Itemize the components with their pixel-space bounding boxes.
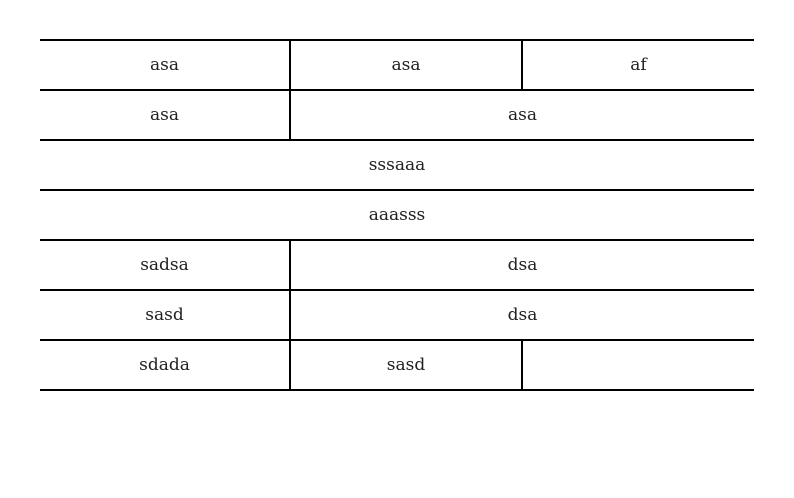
table-cell: asa <box>290 40 522 90</box>
table-cell: aaasss <box>40 190 754 240</box>
table-row <box>40 290 754 340</box>
document-table <box>40 39 754 391</box>
table-cell: asa <box>40 90 290 140</box>
table-cell <box>522 340 754 390</box>
table-cell: sadsa <box>40 240 290 290</box>
table-row <box>40 240 754 290</box>
table-row <box>40 140 754 190</box>
table-cell: asa <box>290 90 754 140</box>
table-cell: af <box>522 40 754 90</box>
table-row <box>40 190 754 240</box>
table-cell: dsa <box>290 290 754 340</box>
table-cell: sasd <box>40 290 290 340</box>
table-cell: asa <box>40 40 290 90</box>
table-row <box>40 90 754 140</box>
table-cell: sdada <box>40 340 290 390</box>
table-cell: dsa <box>290 240 754 290</box>
table-row <box>40 40 754 90</box>
table-cell: sasd <box>290 340 522 390</box>
table-cell: sssaaa <box>40 140 754 190</box>
table-row <box>40 340 754 390</box>
